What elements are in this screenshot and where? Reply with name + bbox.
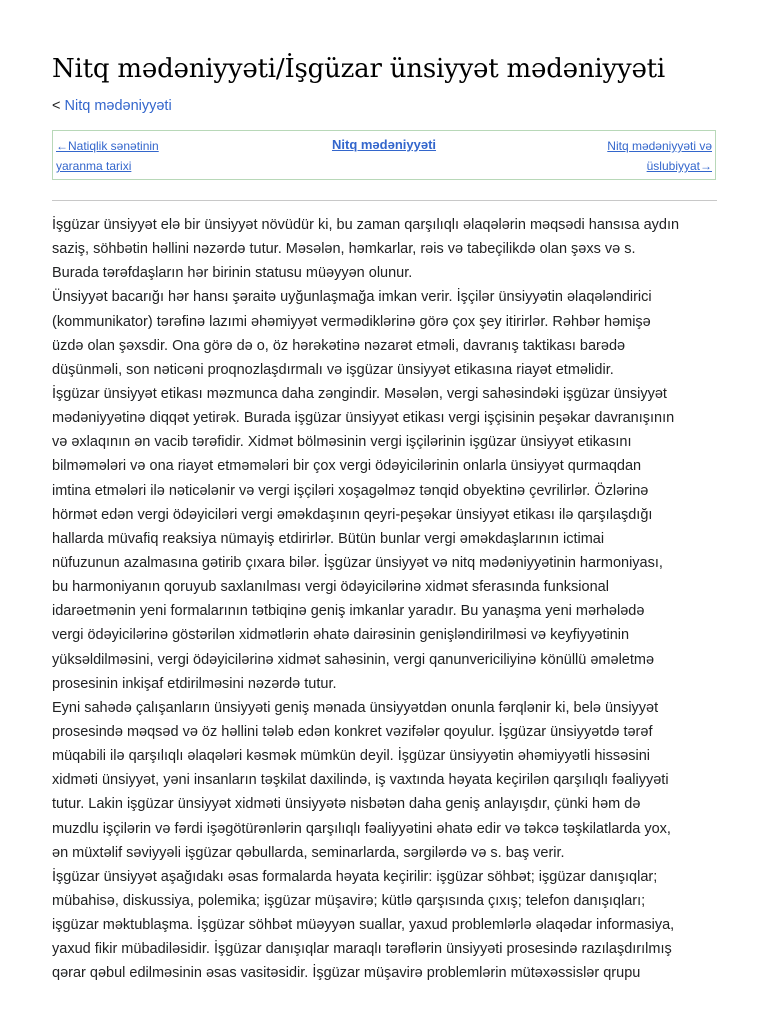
text-line: saziş, söhbətin həllini nəzərdə tutur. Məsələn, həmkarlar, rəis və tabeçilikdə olan şəxs və s. [52, 241, 636, 258]
text-line: mübahisə, diskussiya, polemika; işgüzar müşavirə; kütlə qarşısında çıxış; telefon danışıqları; [52, 892, 646, 909]
text-line: idarəetmənin yeni formalarının tətbiqinə geniş imkanlar yaradır. Bu yanaşma yeni mərhələdə [52, 603, 645, 620]
book-title-link[interactable]: Nitq mədəniyyəti [331, 137, 437, 152]
text-line: düşünməli, son nəticəni proqnozlaşdırmalı və işgüzar ünsiyyət etikasına riayət etməlidir. [52, 361, 614, 378]
text-line: Ünsiyyət bacarığı hər hansı şəraitə uyğunlaşmağa imkan verir. İşçilər ünsiyyətin əlaqələndirici [52, 289, 652, 306]
text-line: qərar qəbul edilməsinin əsas vasitəsidir. İşgüzar müşavirə problemlərin mütəxəssislər qrupu [52, 965, 641, 982]
text-line: yaxud fikir mübadiləsidir. İşgüzar danışıqlar maraqlı tərəflərin ünsiyyəti prosesində razılaşdırılmış [52, 941, 672, 958]
text-line: İşgüzar ünsiyyət elə bir ünsiyyət növüdür ki, bu zaman qarşılıqlı əlaqələrin məqsədi hansısa aydın [52, 217, 680, 233]
chapter-navigation [52, 130, 716, 180]
text-line: xidməti ünsiyyət, yəni insanların təşkilat daxilində, iş vaxtında həyata keçirilən qarşılıqlı fəaliyyəti [52, 772, 669, 789]
previous-chapter-line1: ←Natiqlik sənətinin [56, 139, 159, 153]
page-title: Nitq mədəniyyəti/İşgüzar ünsiyyət mədəniyyəti [52, 54, 666, 84]
text-line: (kommunikator) tərəfinə lazımi əhəmiyyət vermədiklərinə görə çox şey itirirlər. Rəhbər həmişə [52, 313, 651, 330]
next-chapter-line1: Nitq mədəniyyəti və [607, 139, 712, 153]
next-chapter-link[interactable] [532, 136, 712, 176]
back-link[interactable]: Nitq mədəniyyəti [64, 98, 172, 114]
text-line: yüksəldilməsini, vergi ödəyicilərinə xidmət sahəsinin, vergi qanunvericiliyinə könüllü əməletmə [52, 651, 655, 668]
text-line: hallarda müvafiq reaksiya nümayiş etdirirlər. Bütün bunlar vergi əməkdaşlarının ictimai [52, 530, 605, 547]
back-arrow: < [52, 98, 61, 114]
previous-chapter-line2: yaranma tarixi [56, 159, 132, 173]
text-line: imtina etmələri ilə nəticələnir və vergi işçiləri xoşagəlməz tənqid obyektinə çevrilirlər. Özlərinə [52, 482, 649, 499]
text-line: hörmət edən vergi ödəyiciləri vergi əməkdaşının qeyri-peşəkar ünsiyyət etikası ilə qarşılaşdığı [52, 506, 653, 523]
text-line: İşgüzar ünsiyyət etikası məzmunca daha zəngindir. Məsələn, vergi sahəsindəki işgüzar ünsiyyət [52, 385, 667, 402]
text-line: mədəniyyətinə diqqət yetirək. Burada işgüzar ünsiyyət etikası vergi işçisinin peşəkar davranışının [52, 410, 675, 427]
article-body [52, 213, 720, 986]
next-chapter-line2: üslubiyyat→ [646, 159, 712, 173]
back-link-row [52, 96, 172, 116]
text-line: üzdə olan şəxsdir. Ona görə də o, öz hərəkətinə nəzarət etməli, davranış taktikası barədə [52, 337, 626, 354]
text-line: prosesində məqsəd və öz həllini tələb edən konkret vəzifələr qoyulur. İşgüzar ünsiyyətdə tərəf [52, 723, 653, 740]
text-line: Eyni sahədə çalışanların ünsiyyəti geniş mənada ünsiyyətdən onunla fərqlənir ki, belə ünsiyyət [52, 699, 659, 716]
text-line: tutur. Lakin işgüzar ünsiyyət xidməti ünsiyyətə nisbətən daha geniş anlayışdır, çünki həm də [52, 796, 641, 813]
text-line: müqabili ilə qarşılıqlı əlaqələri kəsmək mümkün deyil. İşgüzar ünsiyyətin əhəmiyyətli hissəsini [52, 748, 650, 765]
text-line: ən müxtəlif səviyyəli işgüzar qəbullarda, seminarlarda, sərgilərdə və s. baş verir. [52, 844, 565, 861]
section-divider [52, 200, 717, 201]
text-line: işgüzar məktublaşma. İşgüzar söhbət müəyyən suallar, yaxud problemlərlə əlaqədar informasiya, [52, 917, 675, 934]
text-line: prosesinin inkişaf etdirilməsini nəzərdə tutur. [52, 675, 337, 692]
text-line: İşgüzar ünsiyyət aşağıdakı əsas formalarda həyata keçirilir: işgüzar söhbət; işgüzar danışıqlar; [52, 868, 658, 885]
text-line: vergi ödəyicilərinə göstərilən xidmətlərin əhatə dairəsinin genişləndirilməsi və keyfiyyətinin [52, 627, 630, 644]
text-line: Burada tərəfdaşların hər birinin statusu müəyyən olunur. [52, 265, 413, 282]
text-line: bilməmələri və ona riayət etməmələri bir çox vergi ödəyicilərinin onlarla ünsiyyət qurmaqdan [52, 458, 642, 475]
text-line: və əxlaqının ən vacib tərəfidir. Xidmət bölməsinin vergi işçilərinin işgüzar ünsiyyət etikasını [52, 434, 632, 451]
text-line: nüfuzunun azalmasına gətirib çıxara bilər. İşgüzar ünsiyyət və nitq mədəniyyətinin harmoniyası, [52, 554, 663, 571]
text-line: bu harmoniyanın qoruyub saxlanılması vergi ödəyicilərinə xidmət sferasında funksional [52, 579, 609, 596]
text-line: muzdlu işçilərin və fərdi işəgötürənlərin qarşılıqlı fəaliyyətini əhatə edir və təkcə təşkilatlarda yox, [52, 820, 671, 837]
